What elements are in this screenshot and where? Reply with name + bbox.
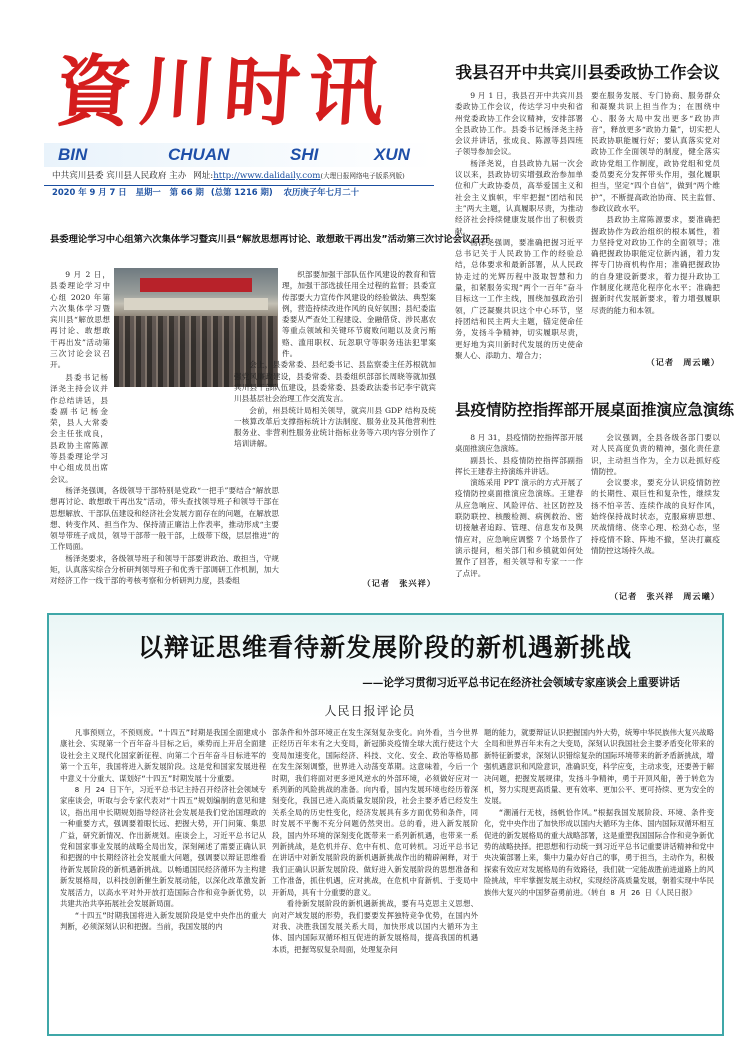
pinyin-word: BIN [58, 145, 88, 164]
paragraph: 看待新发展阶段的新机遇新挑战，要有马克思主义思想、向对产域发展的形势，我们要要发挥独特竞争优势，在国内外对我、决胜我国发展关系大局，加快形成以国内大循环为主体、国内国际双循环相互促进的新发展格局，提高我国的机遇本质，把握驾驭复杂局面，处理复杂问 [272, 899, 478, 954]
paragraph: 县政协主席陈源要求，要准确把握政协作为政治组织的根本属性，着力坚持党对政协工作的全面领导；准确把握政协职能定位新内涵，着力发挥专门协商机构作用；准确把握政协的自身建设新要求，着力提升政协工作制度化规范化程序化水平；准确把握新时代发展新要求，着力增强履职尽责的能力和本领。 [591, 215, 720, 315]
paragraph: 县委书记杨泽尧主持会议并作总结讲话，县委副书记杨金荣，县人大常委会主任张成良，县政协主席陈源等县委理论学习中心组成员出席会议。 [50, 373, 108, 484]
paragraph: 杨泽尧要求，各级领导班子和领导干部要讲政治、敢担当，守规矩，认真落实综合分析研判领导班子和优秀干部调研工作机制，加大对经济工作一线干部的考核考察和分析研判力度，县委组 [50, 553, 279, 586]
paragraph: 杨泽尧强调，要准确把握习近平总书记关于人民政协工作的经验总结，总体要求和最新部署，从人民政协走过的光辉历程中汲取智慧和力量，扣紧服务实现“两个一百年”奋斗目标这一工作主线，围绕加强政治引领，广泛凝聚共识这个中心环节，坚持团结和民主两大主题，锚定使命任务，发扬斗争精神，切实履职尽责，更好地为宾川新时代发展的历史使命聚人心、添助力、增合力； [455, 237, 583, 360]
paragraph: 要在服务发展、专门协商、服务群众和凝聚共识上担当作为；在围绕中心、服务大局中发出更多“政协声音”，释放更多“政协力量”，切实把人民政协职能履行好；要认真落实党对政协工作全面领导的制度，健全落实政协党组工作制度，政协党组和党员委员要充分发挥带头作用，强化履职担当，坚定“四个自信”，做到“两个维护”，不断提高政治协商、民主监督、参政议政水平。 [591, 91, 720, 213]
paragraph: 会议强调，全县各级各部门要以对人民高度负责的精神，强化责任意识，主动担当作为，全力以赴抓好疫情防控。 [591, 433, 720, 476]
masthead-sponsor-line [52, 170, 434, 183]
paragraph: 题的能力，就要辩证认识把握国内外大势，统筹中华民族伟大复兴战略全局和世界百年未有之大变局，深刻认识我国社会主要矛盾变化带来的新特征新要求，深刻认识错综复杂的国际环境带来的新矛盾新挑战，增强机遇意识和风险意识，准确识变，科学应变，主动求变，还要善于解决问题，把握发展规律，发扬斗争精神，勇于开顶风船，善于转危为机，努力实现更高质量、更有效率、更加公平、更可持续、更为安全的发展。 [484, 728, 714, 806]
masthead-date-bar [44, 185, 434, 198]
article2-reporter: （记者 周云曦） [646, 357, 720, 367]
paragraph: “潮涌行无枝，扬帆恰作风。”根据我国发展阶段、环境、条件变化，党中央作出了加快形成以国内大循环为主体、国内国际双循环相互促进的新发展格局的重大战略部署，这是重塑我国国际合作和竞争新优势的战略抉择。把思想和行动统一到习近平总书记重要讲话精神和党中央决策部署上来，集中力量办好自己的事，勇于担当，主动作为，积极探索有效应对发展格局的有效路径，我们就一定能战胜前进道路上的风险挑战，牢牢掌握发展主动权，实现经济高质量发展，朝着实现中华民族伟大复兴的中国梦奋勇前进。（转自 8 月 26 日《人民日报》 [484, 807, 714, 897]
paragraph: 9 月 2 日，县委理论学习中心组 2020 年第六次集体学习暨宾川县“解放思想再讨论、敢想敢干再出发”活动第三次讨论会议召开。 [50, 270, 110, 370]
article2-column-1 [455, 90, 583, 360]
paragraph: 凡事预则立，不预则废。“十四五”时期是我国全面建成小康社会、实现第一个百年奋斗目标之后，乘势而上开启全面建设社会主义现代化国家新征程、向第二个百年奋斗目标进军的第一个五年，我国将进入新发展阶段。这是党和国家发展进程中意义十分重大、谋划好“十四五”时期发展十分重要。 [60, 728, 266, 783]
paragraph: 8 月 24 日下午，习近平总书记主持召开经济社会领域专家座谈会，听取与会专家代表对“十四五”规划编制的意见和建议，指出用中长期规划指导经济社会发展是我们党治国理政的一种重要方式，强调要着眼长远、把握大势，开门问策、集思广益，研究新情况、作出新规划。座谈会上，习近平总书记从党和国家事业发展的战略全局出发，深刻阐述了需要正确认识和把握的中长期经济社会发展重大问题，强调要以辩证思维看待新发展阶段的新机遇新挑战。以畅通国民经济循环为主构建新发展格局，以科技创新催生新发展动能，以深化改革激发新发展活力，以高水平对外开放打造国际合作和竞争新优势，以共建共治共享拓展社会发展新局面。 [60, 785, 266, 909]
paragraph: 9 月 1 日，我县召开中共宾川县委政协工作会议，传达学习中央和省州党委政协工作会议精神，安排部署全县政协工作。县委书记杨泽尧主持会议并讲话，张成良、陈源等县四班子领导参加会议。 [455, 91, 583, 157]
issue-total: (总第 1216 期) [210, 187, 273, 197]
pinyin-word: SHI [290, 145, 319, 164]
issue-date: 2020 年 9 月 7 日 [52, 187, 127, 197]
paragraph: 会议要求，要充分认识疫情防控的长期性、艰巨性和复杂性，继续发扬不怕辛苦、连续作战的良好作风，始终保持战时状态，克服麻痹思想、厌战情绪、侥幸心理、松劲心态，坚持疫情不除、阵地不撤，坚决打赢疫情防控这场持久战。 [591, 478, 720, 555]
masthead [44, 40, 434, 198]
sponsors: 中共宾川县委 宾川县人民政府 主办 [52, 171, 187, 181]
article1-headline: 县委理论学习中心组第六次集体学习暨宾川县“解放思想再讨论、敢想敢干再出发”活动第三次讨论会议召开 [50, 234, 490, 245]
lunar-date: 农历庚子年七月二十 [283, 187, 360, 197]
paragraph: “十四五”时期我国将进入新发展阶段是党中央作出的重大判断，必须深刻认识和把握。当前，我国发展的内 [60, 910, 266, 931]
paragraph: 杨泽尧说，自县政协九届一次会议以来，县政协切实增强政治参加单位和广大政协委员，高举爱国主义和社会主义旗帜，牢牢把握“团结和民主”两大主题，认真履职尽责，为推动经济社会持续健康发展作出了积极贡献。 [455, 158, 583, 236]
paragraph: 杨泽尧强调，各级领导干部特别是党政“一把手”要结合“解放思想再讨论、敢想敢干再出发”活动，带头查找领导班子和领导干部在思想解放、干部队伍建设和经济社会发展方面存在的问题，在解放思想、转变作风、担当作为、保持清正廉洁上作表率，推动形成“主要领导带班子成员，领导干部带一般干部，上级带下级，层层推进”的工作局面。 [50, 485, 279, 552]
feature-column-3 [484, 727, 714, 1027]
article3-headline: 县疫情防控指挥部开展桌面推演应急演练 [455, 401, 735, 419]
article2-column-2 [591, 90, 720, 352]
feature-column-2 [272, 727, 478, 1027]
feature-title: 以辩证思维看待新发展阶段的新机遇新挑战 [137, 633, 632, 662]
masthead-pinyin [44, 143, 434, 167]
website-label: 网址: [193, 171, 214, 181]
paragraph: 8 月 31，县疫情防控指挥部开展桌面推演应急演练。 [455, 433, 583, 454]
website-link[interactable]: http://www.dalidaily.com [213, 171, 321, 181]
paragraph: 会前，州县统计局相关领导，就宾川县 GDP 结构及统一核算改革后支撑指标统计方法制度、服务业及其他营利性服务业、非营利性服务业统计指标业务等六项内容分别作了培训讲解。 [234, 405, 436, 449]
paragraph: 织部要加强干部队伍作风建设的教育和管理，加强干部选拔任用全过程的监督；县委宣传部要大力宣传作风建设的经验做法、典型案例，营造持续改进作风的良好氛围；县纪委监委要从严查处工程建设、金融借贷、涉民惠农等重点领域和关键环节腐败问题以及贪污贿赂、滥用职权、玩忽职守等职务违法犯罪案件。 [282, 270, 436, 359]
article3-column-1 [455, 432, 583, 600]
pinyin-word: XUN [374, 145, 410, 164]
article2-headline: 我县召开中共宾川县委政协工作会议 [455, 63, 720, 82]
paragraph: 副县长、县疫情防控指挥部副指挥长王建春主持演练并讲话。 [455, 455, 583, 476]
masthead-logo: 資川时讯 [52, 47, 396, 136]
feature-author: 人民日报评论员 [324, 704, 416, 718]
paragraph: 演练采用 PPT 演示的方式开展了疫情防控桌面推演应急演练。王建春从应急响应、风险评估、社区防控及联防联控、核酸检测、病例救治、密切接触者追踪、管理、信息发布及舆情应对，应急响应调整 7 个场景作了演示提问，相关部门和乡镇就如何处置作了回答，相关领导和专家一一作了点评。 [455, 478, 583, 578]
paragraph: 部条件和外部环境正在发生深刻复杂变化。向外看，当今世界正经历百年未有之大变局，新冠肺炎疫情全球大流行使这个大变局加速变化，国际经济、科技、文化、安全、政治等格局都在发生深刻调整，世界进入动荡变革期。这意味着，今后一个时期，我们将面对更多逆风逆水的外部环境，必须做好应对一系列新的风险挑战的准备。向内看，国内发展环境也经历着深刻变化，我国已进入高质量发展阶段，社会主要矛盾已经发生关系全局的历史性变化，经济发展具有多方面优势和条件，同时发展不平衡不充分问题仍然突出。总的看，进入新发展阶段，国内外环境的深刻变化既带来一系列新机遇，也带来一系列新挑战，是危机并存、危中有机、危可转机。习近平总书记在讲话中对新发展阶段的新机遇新挑战作出的精辟阐释，对于我们正确认识新发展阶段、做好进入新发展阶段的思想准备和工作准备，抓住机遇，应对挑战，在危机中育新机、于变局中开新局，具有十分重要的意义。 [272, 728, 478, 897]
article1-reporter: （记者 张兴祥） [362, 578, 436, 588]
feature-subtitle: ——论学习贯彻习近平总书记在经济社会领域专家座谈会上重要讲话 [362, 677, 680, 689]
website-note: (大理日报网络电子版系列版) [320, 172, 405, 180]
feature-column-1 [60, 727, 266, 1027]
article1-column-2 [234, 269, 436, 599]
issue-number: 第 66 期 [169, 187, 204, 197]
article3-reporter: （记者 张兴祥 周云曦） [609, 591, 720, 601]
paragraph: 会上，县委常委、县纪委书记、县监察委主任苏根就加强党风廉政建设，县委常委、县委组织部部长周晓等就加强宾川县干部队伍建设，县委常委、县委政法委书记李宇就宾川县基层社会治理工作交流发言。 [234, 360, 436, 404]
pinyin-word: CHUAN [168, 145, 230, 164]
issue-weekday: 星期一 [135, 187, 161, 197]
article3-column-2 [591, 432, 720, 588]
